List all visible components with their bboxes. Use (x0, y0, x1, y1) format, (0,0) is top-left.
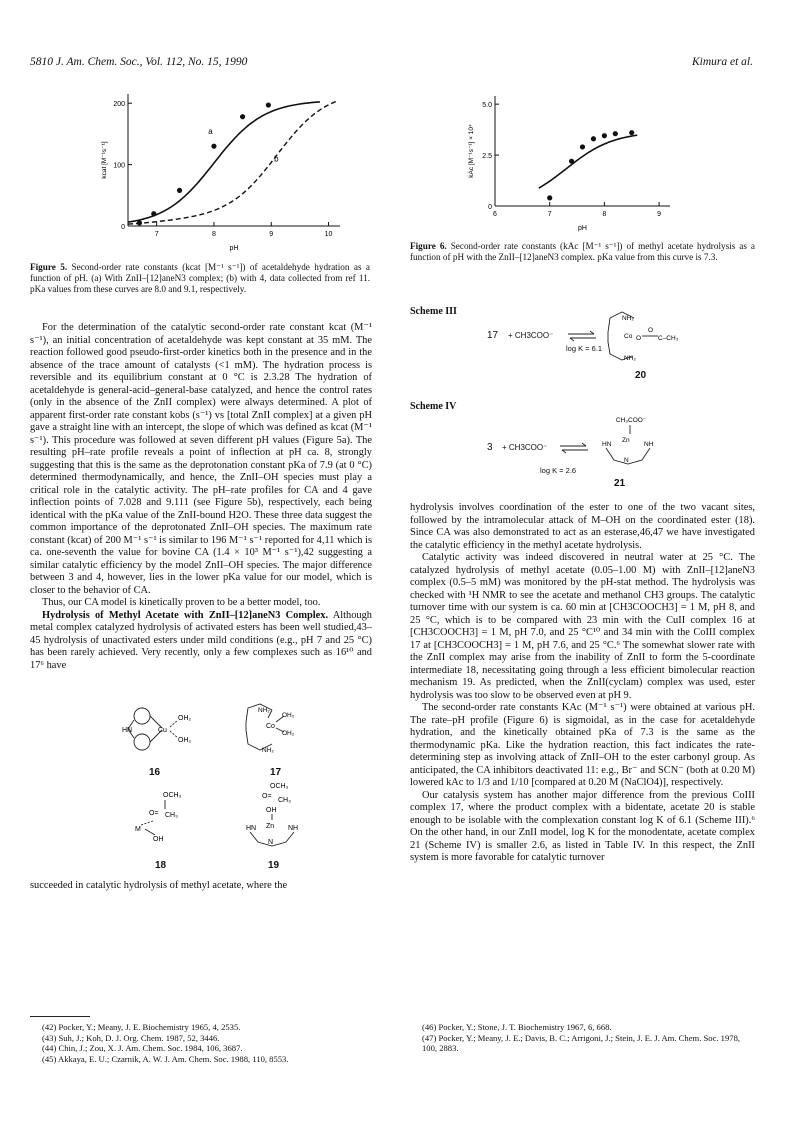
series-line (539, 135, 637, 188)
series-a-point (177, 188, 182, 193)
compound-17-structure (238, 700, 308, 760)
y-axis-label: kAc [M⁻¹s⁻¹] × 10⁴ (468, 124, 475, 178)
series-point (580, 144, 585, 149)
series-a-label: a (208, 126, 213, 136)
svg-text:Co: Co (266, 723, 275, 730)
svg-text:OH₂: OH₂ (178, 715, 192, 722)
paragraph (30, 610, 372, 673)
figure-6-caption (410, 241, 755, 263)
svg-text:NH₂: NH₂ (258, 707, 270, 714)
series-b-line (128, 101, 337, 224)
scheme-iv-reactant: 3 (487, 442, 493, 453)
svg-text:N: N (268, 839, 274, 846)
svg-text:N: N (624, 457, 629, 464)
svg-text:Co: Co (624, 333, 633, 340)
left-column-body (30, 322, 372, 672)
svg-text:O: O (648, 327, 654, 334)
reference-item: (42) Pocker, Y.; Meany, J. E. Biochemistry 1965, 4, 2535. (42, 1022, 241, 1032)
svg-text:O=: O= (149, 810, 159, 817)
svg-text:OCH₃: OCH₃ (163, 792, 182, 799)
equilibrium-arrow-icon (566, 330, 598, 342)
compound-16-label: 16 (149, 767, 161, 778)
x-tick-label: 8 (602, 211, 607, 218)
svg-text:M: M (135, 826, 141, 833)
x-tick-label: 8 (211, 231, 216, 238)
svg-text:CH₃: CH₃ (165, 812, 178, 819)
series-a-line (128, 102, 320, 222)
scheme-iii-logk: log K = 6.1 (566, 344, 603, 353)
paragraph: Our catalysis system has another major difference from the previous CoIII complex 17, where the product complex with a bidentate, acetate 20 is stable enough to be isolable with the complexation constant log K of 6.1 (Scheme III).⁶ On the other hand, in our ZnII model, log K for the monodentate, acetate complex 21 (Scheme IV) is smaller 2.6, as listed in Table IV. In this respect, the ZnII system is more favorable for catalytic turnover (410, 789, 755, 863)
figure-6-chart (465, 88, 685, 233)
svg-text:HN: HN (246, 825, 257, 832)
compound-16-structure (120, 702, 200, 757)
x-axis-label: pH (578, 225, 587, 232)
section-heading: Hydrolysis of Methyl Acetate with ZnII–[12]aneN3 Complex. (42, 609, 329, 621)
reference-item: (46) Pocker, Y.; Stone, J. T. Biochemistry 1967, 6, 668. (422, 1022, 612, 1032)
y-tick-label: 2.5 (482, 153, 492, 161)
y-tick-label: 5.0 (482, 102, 492, 110)
paragraph-text: Although metal complex catalyzed hydrolysis of activated esters has been well studied,43–45 hydrolysis of unactivated esters under mild conditions (e.g., pH 7 and 25 °C) has been rarely achieved. Very recently, only a few complexes such as 16¹⁰ and 17⁶ have (30, 609, 372, 671)
svg-text:O=: O= (262, 793, 272, 800)
svg-text:HN: HN (602, 441, 612, 448)
figure-5-axes (101, 94, 340, 252)
paragraph: succeeded in catalytic hydrolysis of methyl acetate, where the (30, 880, 288, 891)
svg-text:NH₂: NH₂ (624, 355, 636, 362)
footnote-rule (30, 1016, 90, 1017)
reference-item: (43) Suh, J.; Koh, D. J. Org. Chem. 1987, 52, 3446. (42, 1032, 220, 1043)
figure-6-marks (539, 130, 637, 200)
compound-17-label: 17 (270, 767, 282, 778)
svg-text:O: O (636, 335, 642, 342)
references-right (410, 1022, 755, 1054)
series-point (602, 133, 607, 138)
x-tick-label: 6 (493, 211, 497, 218)
series-point (613, 131, 618, 136)
compound-19-structure (236, 778, 316, 850)
figure-5-caption-text: Second-order rate constants (kcat [M⁻¹ s⁻¹]) of acetaldehyde hydration as a function of pH. (a) With ZnII–[12]aneN3 complex; (b) with 4, data collected from ref 11. pKa values from these curves are 8.0 and 9.1, respectively. (30, 262, 370, 294)
running-header-left: 5810 J. Am. Chem. Soc., Vol. 112, No. 15, 1990 (30, 56, 248, 68)
x-tick-label: 7 (547, 211, 552, 218)
svg-text:OH₂: OH₂ (282, 730, 295, 737)
figure-5-caption-label: Figure 5. (30, 262, 68, 272)
compound-18-structure (135, 785, 205, 845)
figure-5-chart (70, 88, 360, 256)
left-column-continuation (30, 880, 372, 893)
paragraph: hydrolysis involves coordination of the ester to one of the two vacant sites, followed by the intramolecular attack of M–OH on the coordinated ester (18). Since CA was also demonstrated to act as an esterase,46,47 we have investigated the catalytic efficiency in the methyl acetate hydrolysis. (410, 502, 755, 551)
svg-text:NH: NH (288, 825, 299, 832)
right-column-body (410, 502, 755, 865)
compound-21-structure (596, 412, 676, 472)
scheme-iv-acetate: + CH3COO⁻ (502, 443, 548, 452)
compound-18-label: 18 (155, 860, 167, 871)
x-axis-label: pH (229, 245, 239, 252)
scheme-iv-logk: log K = 2.6 (540, 466, 577, 475)
series-point (629, 130, 634, 135)
reference-item: (45) Akkaya, E. U.; Czarnik, A. W. J. Am. Chem. Soc. 1988, 110, 8553. (42, 1053, 289, 1064)
paragraph: Catalytic activity was indeed discovered in neutral water at 25 °C. The catalyzed hydrolysis of methyl acetate (0.05–1.00 M) with ZnII–[12]aneN3 complex (0.5–5 mM) was monitored by the pH-stat method. The hydrolysis was checked with ¹H NMR to see the acetate and methanol CH3 groups. The catalytic turnover time with our system is ca. 60 min at [CH3COOCH3] = 1 M, pH 8, and 25 °C, which is to be compared with 23 min with the CuII complex 16 at [CH3COOCH3] = 1 M, pH 7.0, and 25 °C¹⁰ and 34 min with the CoIII complex 17 at [CH3COOCH3] = 1 M, pH 7.6, and 25 °C.⁶ The somewhat slower rate with the ZnII complex may arise from the inability of ZnII to form the 5-coordinate intermediate 18, necessitating going through a less efficient bimolecular reaction mechanism 19. As predicted, when the ZnII(cyclam) complex was used, ester hydrolysis was too slow to be observed even at pH 9. (410, 552, 755, 701)
svg-text:OH₂: OH₂ (282, 712, 295, 719)
series-a-point (211, 144, 216, 149)
figure-6-caption-label: Figure 6. (410, 241, 447, 251)
figure-5-marks (128, 101, 337, 226)
reference-item: (47) Pocker, Y.; Meany, J. E.; Davis, B. C.; Arrigoni, J.; Stein, J. E. J. Am. Chem. Soc. 1978, 100, 2883. (422, 1032, 741, 1053)
scheme-iii-acetate: + CH3COO⁻ (508, 331, 554, 340)
scheme-iii-title: Scheme III (410, 306, 457, 317)
figure-5-caption (30, 262, 370, 295)
x-tick-label: 7 (154, 231, 159, 238)
series-a-point (240, 114, 245, 119)
svg-text:OH: OH (153, 836, 164, 843)
y-axis-label: kcat [M⁻¹s⁻¹] (101, 141, 108, 179)
svg-text:OH: OH (266, 807, 277, 814)
compound-20-label: 20 (635, 370, 647, 381)
svg-text:CH₃COO⁻: CH₃COO⁻ (616, 417, 647, 424)
reference-item: (44) Chin, J.; Zou, X. J. Am. Chem. Soc. 1984, 106, 3687. (42, 1043, 243, 1053)
x-tick-label: 9 (269, 231, 274, 238)
svg-text:Zn: Zn (622, 437, 630, 444)
paragraph: Thus, our CA model is kinetically proven to be a better model, too. (42, 597, 321, 608)
svg-text:Zn: Zn (266, 823, 275, 830)
svg-text:OH₂: OH₂ (178, 737, 192, 744)
svg-text:CH₃: CH₃ (278, 797, 291, 804)
series-point (569, 159, 574, 164)
series-a-point (151, 211, 156, 216)
y-tick-label: 0 (121, 224, 125, 231)
figure-6-axes (468, 96, 670, 232)
svg-text:NH: NH (644, 441, 654, 448)
figure-6-caption-text: Second-order rate constants (kAc [M⁻¹ s⁻¹]) of methyl acetate hydrolysis as a function of pH with the ZnII–[12]aneN3 complex. pKa value from this curve is 7.3. (410, 241, 755, 262)
y-tick-label: 100 (113, 162, 125, 170)
y-tick-label: 0 (488, 204, 492, 211)
references-left (42, 1022, 372, 1064)
svg-text:NH₂: NH₂ (262, 747, 274, 754)
series-point (547, 195, 552, 200)
paragraph: The second-order rate constants KAc (M⁻¹ s⁻¹) were obtained at various pH. The rate–pH profile (Figure 6) is sigmoidal, as in the case for acetaldehyde hydration, and the kinetically obtained pKa of 7.3 is the same as the thermodynamic pKa. Like the hydration reaction, this fact indicates the rate-determining step as involving attack of ZnII–OH to the ester carbonyl group. As anticipated, the CA inhibitors deactivated 11: e.g., Br⁻ and SCN⁻ (both at 0.20 M) lowered kAc to 1/3 and 1/10 [compared at 0.20 M (NaClO4)], respectively. (410, 702, 755, 788)
running-header-right: Kimura et al. (691, 56, 753, 68)
y-tick-label: 200 (113, 101, 125, 109)
x-tick-label: 9 (657, 211, 662, 218)
svg-text:Cu: Cu (158, 727, 167, 734)
paragraph: For the determination of the catalytic second-order rate constant kcat (M⁻¹ s⁻¹), an initial concentration of acetaldehyde was kept constant at 35 mM. The reaction followed good pseudo-first-order kinetics both in the presence and in the absence of the trace amount of catalysts (<1 mM). The hydration process is reversible and its equilibrium constant at 0 °C is 2.3.28 The hydration of acetaldehyde is general-acid–general-base catalyzed, and hence the control rates (only in the absence of the ZnII complex) were always determined. A plot of apparent first-order rate constant kobs (s⁻¹) vs [total ZnII complex] at a given pH gave a straight line with an intercept, the slope of which was defined as kcat (M⁻¹ s⁻¹). This procedure was followed at seven different pH values (Figure 5a). The resulting pH–rate profile reveals a point of inflection at pH ca. 8, strongly suggesting that this is the same as the deprotonation constant pKa of 7.9 (at 0 °C) determined thermodynamically, and hence, the ZnII–OH species must play a critical role in the catalytic activity. The pH–rate profiles for CA and 4 gave inflection points of 7.028 and 9.111 (see Figure 5b), respectively, each being identical with the pKa value of the ZnII-bound H2O. These three data suggest the common importance of the deprotonated ZnII–OH species. The maximum rate constant (kcat) of 200 M⁻¹ s⁻¹ is similar to 196 M⁻¹ s⁻¹ reported for 4,11 which is ca. one-seventh the value for bovine CA (1.4 × 10³ M⁻¹ s⁻¹),42 suggesting a similar catalytic efficiency by the model ZnII–OH species. The major difference between 3 and 4, however, lies in the lower pKa value for our model, which is closer to the behavior of CA. (30, 322, 372, 596)
compound-20-structure (600, 310, 690, 365)
scheme-iii-reactant: 17 (487, 330, 499, 341)
x-tick-label: 10 (324, 231, 333, 238)
equilibrium-arrow-icon (558, 442, 590, 454)
svg-text:OCH₃: OCH₃ (270, 783, 289, 790)
scheme-iv-title: Scheme IV (410, 401, 457, 412)
svg-text:NH₂: NH₂ (622, 315, 634, 322)
series-a-point (266, 102, 271, 107)
series-b-label: b (274, 154, 279, 164)
compound-19-label: 19 (268, 860, 280, 871)
svg-text:C–CH₃: C–CH₃ (658, 335, 679, 342)
compound-21-label: 21 (614, 478, 626, 489)
svg-text:HN: HN (122, 727, 133, 734)
series-point (591, 136, 596, 141)
